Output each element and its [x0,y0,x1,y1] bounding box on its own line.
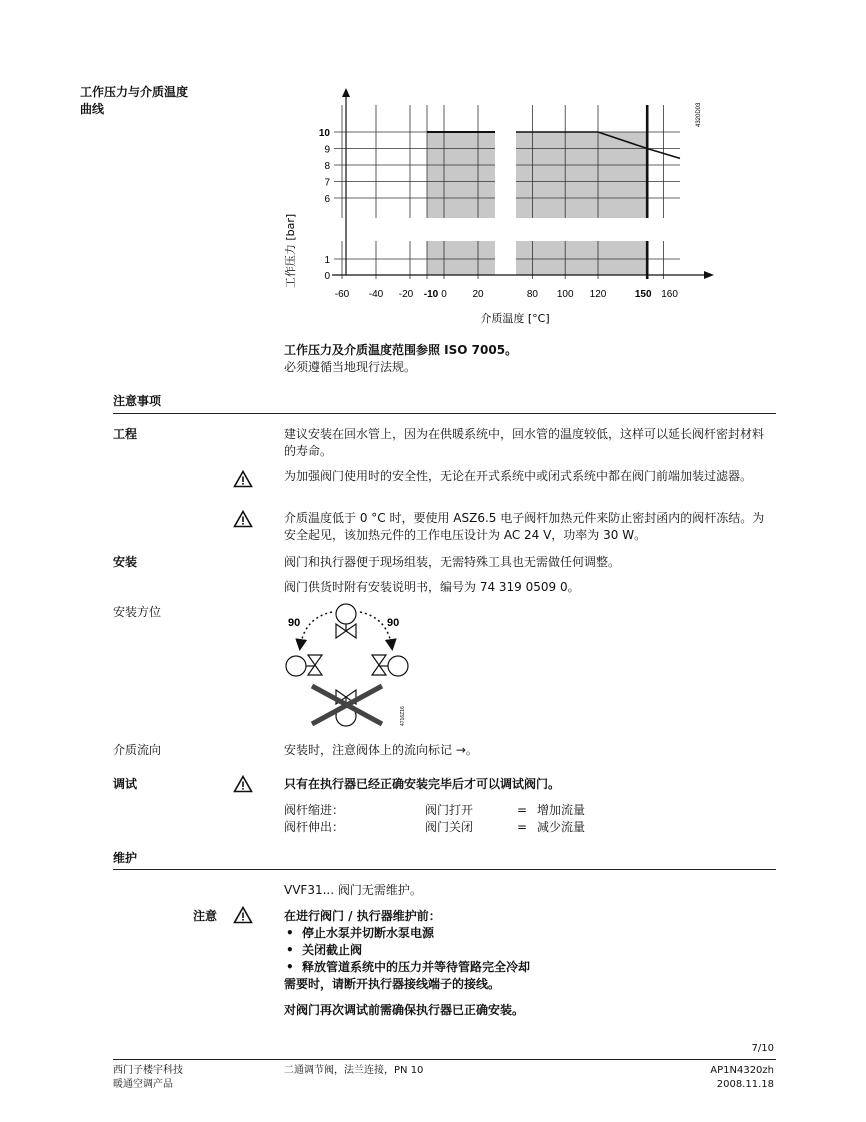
install-label: 安装 [113,555,138,569]
footer-division: 暖通空调产品 [113,1079,173,1090]
y-axis-arrow [342,88,350,97]
engineering-p2: 为加强阀门使用时的安全性，无论在开式系统中或闭式系统中都在阀门前端加装过滤器。 [284,469,753,483]
commissioning-warning: 只有在执行器已经正确安装完毕后才可以调试阀门。 [284,777,561,791]
note-label: 注意 [193,909,218,923]
footer-product: 二通调节阀，法兰连接，PN 10 [284,1065,424,1076]
section-title [80,84,188,118]
row-stem-state: 阀杆伸出： [284,820,345,834]
chart-code: 4320D03 [696,102,702,127]
x-tick-label: 160 [661,289,678,300]
row-equals: = [517,803,528,817]
warning-icon [233,906,253,924]
row-flow-change: 增加流量 [537,803,586,817]
footer-divider [113,1059,776,1060]
y-tick-label: 10 [318,128,330,139]
row-stem-state: 阀杆缩进： [284,803,345,817]
engineering-p1: 建议安装在回水管上，因为在供暖系统中，回水管的温度较低，这样可以延长阀杆密封材料的寿命。 [284,427,765,458]
maintenance-divider [113,869,776,870]
maintenance-steps [284,925,774,976]
footer-date: 2008.11.18 [716,1079,774,1090]
maintenance-final: 对阀门再次调试前需确保执行器已正确安装。 [284,1003,525,1017]
y-tick-label: 8 [324,161,330,172]
commissioning-label: 调试 [113,777,138,791]
x-tick-label: -40 [368,289,384,300]
y-tick-label: 1 [324,255,330,266]
list-item: • 关闭截止阀 [284,942,774,959]
engineering-p3: 介质温度低于 0 °C 时，要使用 ASZ6.5 电子阀杆加热元件来防止密封函内的阀杆冻结。为安全起见，该加热元件的工作电压设计为 AC 24 V，功率为 30 W。 [284,511,765,542]
y-tick-label: 7 [324,177,330,189]
maintenance-label: 维护 [113,851,138,865]
section-title-line1: 工作压力与介质温度 [80,85,189,99]
orientation-code: 4716Z16 [400,706,406,726]
shaded-area-lower [516,241,647,275]
orientation-diagram [280,600,415,730]
chart-caption-bold: 工作压力及介质温度范围参照 ISO 7005。 [284,343,518,357]
x-tick-label: -20 [398,289,414,300]
row-equals: = [517,820,528,834]
maintenance-note [284,908,774,1019]
x-tick-label: -60 [334,289,350,300]
flow-label: 介质流向 [113,743,162,757]
notes-heading: 注意事项 [113,394,162,408]
warning-icon [233,775,253,793]
install-p2: 阀门供货时附有安装说明书，编号为 74 319 0509 0。 [284,580,580,594]
list-item: • 停止水泵并切断水泵电源 [284,925,774,942]
x-tick-label: 0 [441,289,447,300]
x-tick-label: 100 [556,289,574,300]
notes-divider [113,413,776,414]
row-valve-state: 阀门关闭 [425,820,474,834]
x-axis-arrow [704,271,714,279]
row-valve-state: 阀门打开 [425,803,474,817]
section-title-line2: 曲线 [80,102,105,116]
install-p1: 阀门和执行器便于现场组装，无需特殊工具也无需做任何调整。 [284,555,621,569]
y-tick-label: 9 [324,144,330,156]
x-tick-label: 120 [589,289,607,300]
list-item: • 释放管道系统中的压力并等待管路完全冷却 [284,959,774,976]
maintenance-heading: 在进行阀门 / 执行器维护前： [284,909,441,923]
orientation-label: 安装方位 [113,605,162,619]
x-tick-label: -10 [423,289,439,300]
engineering-label: 工程 [113,427,138,441]
shaded-area-upper [427,132,495,218]
maintenance-text: VVF31... 阀门无需维护。 [284,883,422,897]
x-tick-label: 150 [634,289,652,300]
y-tick-label: 0 [324,271,330,282]
shaded-area-lower [427,241,495,275]
row-flow-change: 减少流量 [537,820,586,834]
x-tick-label: 80 [526,289,538,300]
warning-icon [233,470,253,488]
warning-icon [233,510,253,528]
chart-caption-normal: 必须遵循当地现行法规。 [284,360,417,374]
page-number: 7/10 [751,1043,774,1054]
y-axis-label: 工作压力 [bar] [284,213,297,289]
x-tick-label: 20 [472,289,484,300]
angle-left-label: 90 [288,617,301,629]
y-tick-label: 6 [324,194,330,205]
table-row [284,802,684,819]
pressure-temperature-chart [280,85,720,330]
angle-right-label: 90 [387,617,400,629]
shaded-area-upper [516,132,647,218]
table-row [284,819,684,836]
maintenance-after: 需要时，请断开执行器接线端子的接线。 [284,977,501,991]
footer-company: 西门子楼宇科技 [113,1065,183,1076]
x-axis-label: 介质温度 [°C] [480,312,550,325]
footer-doc-id: AP1N4320zh [710,1065,774,1076]
flow-text: 安装时，注意阀体上的流向标记 →。 [284,743,478,757]
